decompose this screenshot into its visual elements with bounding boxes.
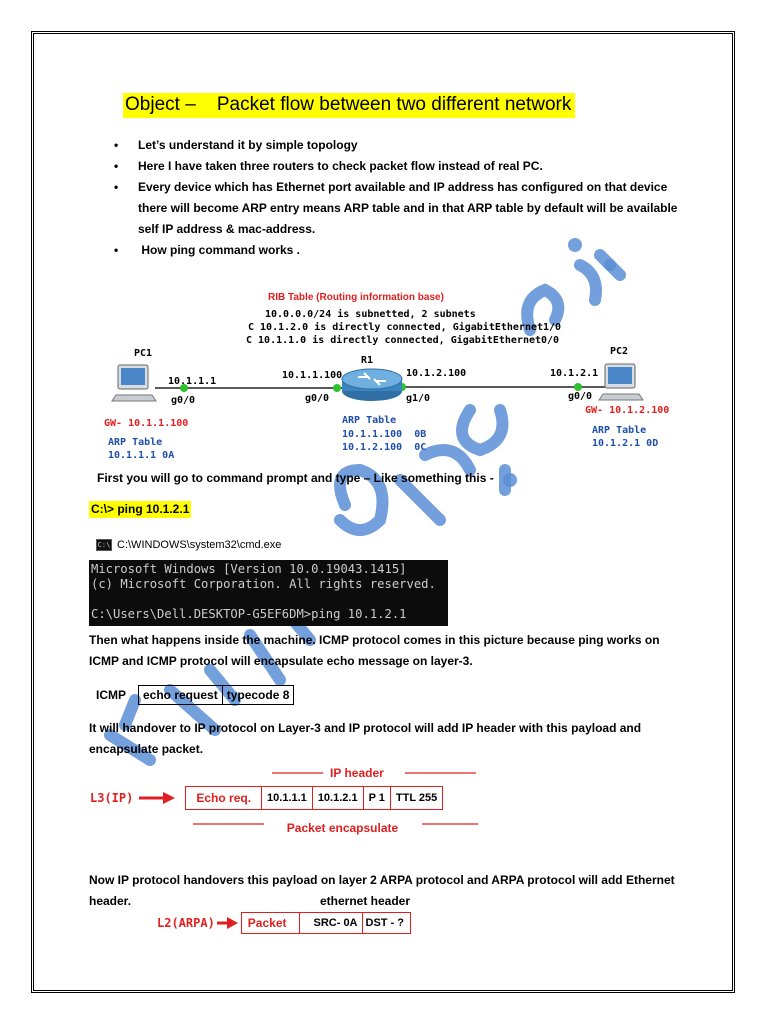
icmp-cell: echo request	[139, 686, 223, 705]
bullet-item: • Every device which has Ethernet port available and IP address has configured on that device there will become ARP entry means ARP table and in that ARP table by default will be available self IP address & mac-address.	[114, 177, 684, 240]
r1-right-ip: 10.1.2.100	[406, 368, 467, 379]
l2-payload: Packet	[241, 913, 299, 934]
icmp-cell: typecode 8	[222, 686, 294, 705]
port-dot	[574, 383, 582, 391]
r1-name: R1	[361, 355, 374, 366]
icmp-label: ICMP	[96, 688, 126, 702]
rib-line: 10.0.0.0/24 is subnetted, 2 subnets	[265, 309, 476, 320]
l2-row	[157, 912, 411, 934]
l3-row	[90, 786, 443, 810]
r1-arp-entry: 10.1.1.100 0B	[342, 429, 427, 440]
pc1-arp-title: ARP Table	[108, 437, 163, 448]
router-icon	[342, 369, 402, 401]
cmd-window-title-text: C:\WINDOWS\system32\cmd.exe	[117, 539, 282, 551]
rib-line: C 10.1.2.0 is directly connected, GigabitEthernet1/0	[248, 322, 562, 333]
pc2-gateway: GW- 10.1.2.100	[585, 405, 670, 416]
l2-table	[241, 912, 411, 934]
arpa-paragraph: Now IP protocol handovers this payload on layer 2 ARPA protocol and ARPA protocol will add Ethernet header.	[89, 873, 675, 908]
l3-payload: Echo req.	[186, 787, 262, 810]
console-line	[91, 592, 448, 607]
pc2-ip: 10.1.2.1	[550, 368, 599, 379]
bullet-item: • Let’s understand it by simple topology	[114, 135, 684, 156]
intro-cmd-text: First you will go to command prompt and type – Like something this -	[97, 471, 494, 485]
cmd-window-title	[96, 539, 281, 551]
r1-right-port: g1/0	[406, 393, 431, 404]
pc1-port: g0/0	[171, 395, 196, 406]
r1-arp-title: ARP Table	[342, 415, 397, 426]
l2-label: L2(ARPA)	[157, 916, 215, 930]
r1-arp-entry: 10.1.2.100 0C	[342, 442, 427, 453]
topology-diagram	[0, 0, 768, 470]
ethernet-header-caption: ethernet header	[320, 894, 411, 908]
pc1-ip: 10.1.1.1	[168, 376, 217, 387]
cmd-icon: C:\	[97, 541, 111, 549]
port-dot	[333, 384, 341, 392]
icmp-row	[96, 685, 294, 705]
l3-cell: 10.1.1.1	[262, 787, 313, 810]
bullet-item: • How ping command works .	[114, 240, 684, 261]
ping-prompt: C:\> ping 10.1.2.1	[91, 502, 190, 516]
ip-header-caption: IP header	[330, 766, 384, 780]
computer-icon	[599, 364, 643, 400]
l3-cell: P 1	[363, 787, 390, 810]
rib-line: C 10.1.1.0 is directly connected, GigabitEthernet0/0	[246, 335, 560, 346]
pc2-arp-entry: 10.1.2.1 0D	[592, 438, 659, 449]
bullet-item: • Here I have taken three routers to check packet flow instead of real PC.	[114, 156, 684, 177]
computer-icon	[112, 365, 156, 401]
pc1-arp-entry: 10.1.1.1 0A	[108, 450, 175, 461]
page-title: Object – Packet flow between two different network	[123, 93, 575, 118]
pc2-arp-title: ARP Table	[592, 425, 647, 436]
r1-left-port: g0/0	[305, 393, 330, 404]
l3-cell: TTL 255	[390, 787, 442, 810]
r1-left-ip: 10.1.1.100	[282, 370, 343, 381]
console-line: C:\Users\Dell.DESKTOP-G5EF6DM>ping 10.1.2.1	[91, 607, 407, 621]
icmp-paragraph: Then what happens inside the machine. ICMP protocol comes in this picture because ping works on ICMP and ICMP protocol will encapsulate echo message on layer-3.	[89, 633, 660, 668]
console-line: (c) Microsoft Corporation. All rights reserved.	[91, 577, 436, 591]
pc1-gateway: GW- 10.1.1.100	[104, 418, 189, 429]
l2-cell: DST - ?	[362, 913, 411, 934]
l3-label: L3(IP)	[90, 791, 134, 805]
arrow-right-icon	[217, 915, 239, 931]
packet-encapsulate-caption: Packet encapsulate	[286, 821, 399, 835]
icmp-table	[138, 685, 294, 705]
arrow-right-icon	[137, 790, 177, 806]
pc1-name: PC1	[134, 348, 153, 359]
l3-cell: 10.1.2.1	[312, 787, 363, 810]
cmd-console	[89, 560, 448, 626]
rib-title: RIB Table (Routing information base)	[268, 292, 444, 303]
ip-paragraph: It will handover to IP protocol on Layer-3 and IP protocol will add IP header with this payload and encapsulate packet.	[89, 721, 642, 756]
l3-table	[185, 786, 443, 810]
pc2-port: g0/0	[568, 391, 593, 402]
l2-cell: SRC- 0A	[299, 913, 362, 934]
console-line: Microsoft Windows [Version 10.0.19043.1415]	[91, 562, 407, 576]
pc2-name: PC2	[610, 346, 629, 357]
